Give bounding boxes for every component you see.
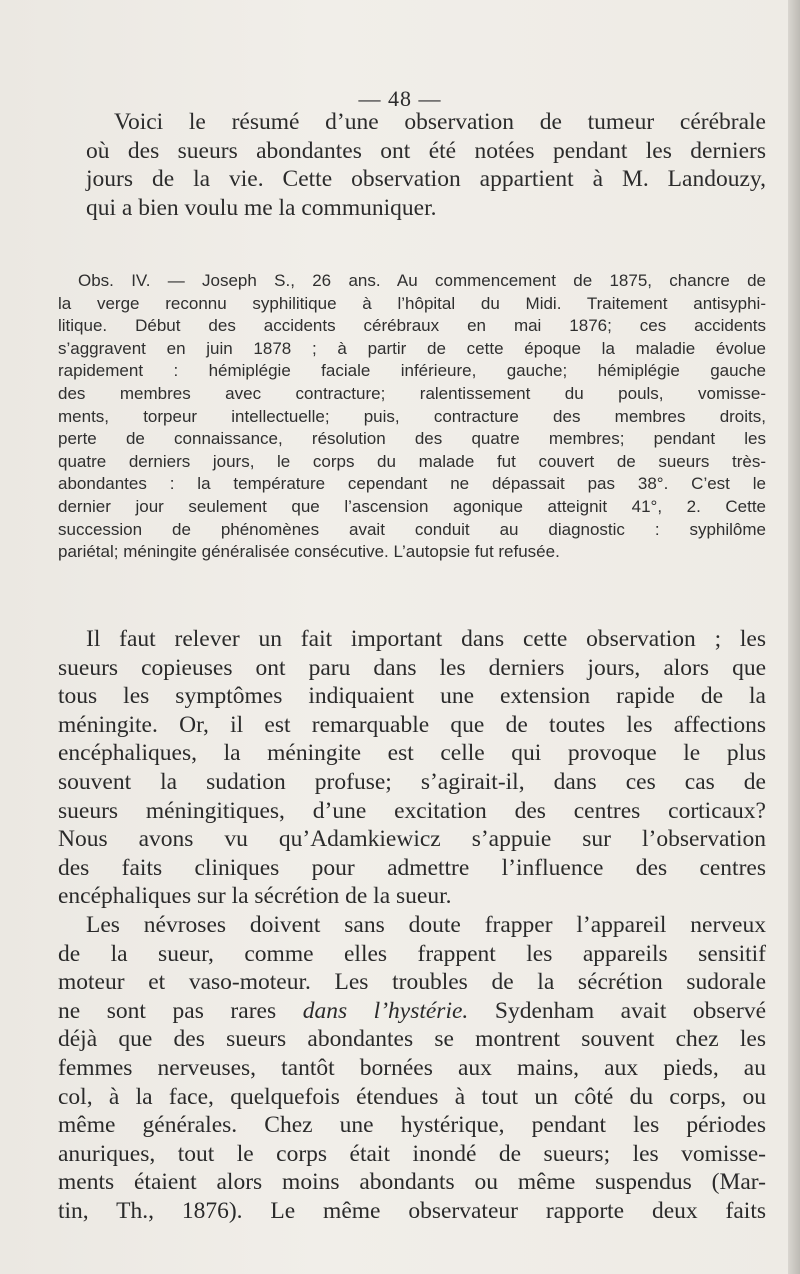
intro-line: jours de la vie. Cette observation appartient à M. Landouzy,: [86, 166, 766, 192]
text-line: ments étaient alors moins abondants ou même suspendus (Mar-: [58, 1169, 766, 1196]
main-text: [58, 625, 766, 1225]
text-line: Il faut relever un fait important dans cette observation ; les: [86, 626, 766, 652]
text-line: encéphaliques, la méningite est celle qui provoque le plus: [58, 740, 766, 767]
italic-phrase: dans l’hystérie.: [302, 997, 469, 1024]
observation-line: dernier jour seulement que l’ascension agonique atteignit 41°, 2. Cette: [58, 496, 766, 516]
text-segment: Sydenham avait observé: [494, 997, 767, 1024]
text-line: tous les symptômes indiquaient une extension rapide de la: [58, 683, 766, 710]
intro-line: qui a bien voulu me la communiquer.: [86, 194, 437, 221]
text-line: de la sueur, comme elles frappent les appareils sensitif: [58, 940, 766, 967]
observation-line: ments, torpeur intellectuelle; puis, contracture des membres droits,: [58, 406, 766, 426]
intro-line: où des sueurs abondantes ont été notées pendant les derniers: [86, 137, 766, 164]
observation-line: quatre derniers jours, le corps du malade fut couvert de sueurs très-: [58, 451, 766, 471]
text-line: souvent la sudation profuse; s’agirait-il, dans ces cas de: [58, 768, 766, 795]
text-line: sueurs copieuses ont paru dans les derniers jours, alors que: [58, 654, 766, 681]
observation-line: Obs. IV. — Joseph S., 26 ans. Au commencement de 1875, chancre de: [78, 271, 766, 290]
observation-line: perte de connaissance, résolution des quatre membres; pendant les: [58, 429, 766, 449]
text-line: encéphaliques sur la sécrétion de la sueur.: [58, 883, 452, 910]
observation-line: des membres avec contracture; ralentissement du pouls, vomisse-: [58, 383, 766, 403]
observation-line: litique. Début des accidents cérébraux en mai 1876; ces accidents: [58, 316, 766, 336]
intro-paragraph: [86, 108, 766, 222]
observation-line: la verge reconnu syphilitique à l’hôpital du Midi. Traitement antisyphi-: [58, 293, 766, 313]
paragraph-1: [58, 625, 766, 911]
observation-line: abondantes : la température cependant ne dépassait pas 38°. C’est le: [58, 474, 766, 494]
text-line: femmes nerveuses, tantôt bornées aux mains, aux pieds, au: [58, 1054, 766, 1081]
text-line: col, à la face, quelquefois étendues à tout un côté du corps, ou: [58, 1083, 766, 1110]
text-line: des faits cliniques pour admettre l’influence des centres: [58, 854, 766, 881]
text-line: Les névroses doivent sans doute frapper l’appareil nerveux: [86, 911, 766, 938]
text-line: méningite. Or, il est remarquable que de toutes les affections: [58, 711, 766, 738]
intro-line: Voici le résumé d’une observation de tumeur cérébrale: [114, 109, 766, 135]
observation-line: s’aggravent en juin 1878 ; à partir de cette époque la maladie évolue: [58, 338, 766, 358]
text-segment: ne sont pas rares: [58, 997, 277, 1024]
text-line: déjà que des sueurs abondantes se montrent souvent chez les: [58, 1026, 766, 1053]
text-line: sueurs méningitiques, d’une excitation des centres corticaux?: [58, 797, 766, 824]
text-line: tin, Th., 1876). Le même observateur rapporte deux faits: [58, 1197, 766, 1224]
paragraph-2: [58, 911, 766, 1226]
text-line: même générales. Chez une hystérique, pendant les périodes: [58, 1112, 766, 1139]
text-line: Nous avons vu qu’Adamkiewicz s’appuie sur l’observation: [58, 826, 766, 853]
page-edge-shadow: [788, 0, 800, 1274]
text-line: anuriques, tout le corps était inondé de sueurs; les vomisse-: [58, 1140, 766, 1167]
page-number: — 48 —: [358, 86, 442, 111]
text-line: moteur et vaso-moteur. Les troubles de la sécrétion sudorale: [58, 969, 766, 996]
observation-line: succession de phénomènes avait conduit au diagnostic : syphilôme: [58, 519, 766, 539]
observation-line: pariétal; méningite généralisée consécutive. L’autopsie fut refusée.: [58, 542, 560, 562]
observation-block: [58, 270, 766, 564]
text-line-mixed: [58, 997, 766, 1026]
observation-line: rapidement : hémiplégie faciale inférieure, gauche; hémiplégie gauche: [58, 361, 766, 381]
